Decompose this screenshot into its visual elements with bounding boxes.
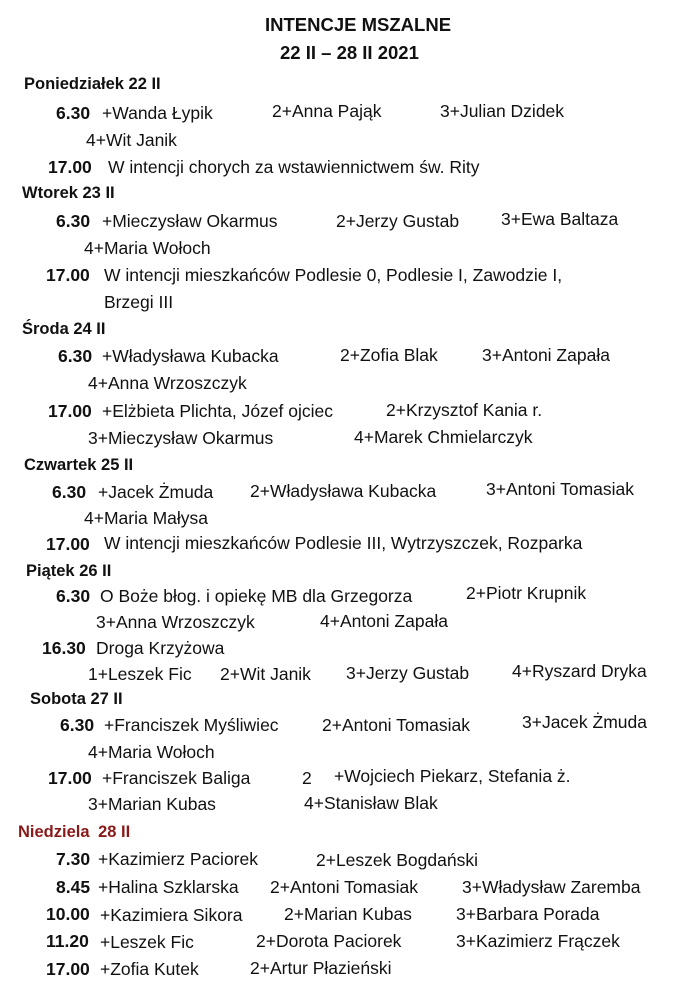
mass-time: 7.30 — [56, 849, 91, 869]
day-heading-tuesday: Wtorek 23 II — [22, 184, 115, 202]
mass-time: 6.30 — [60, 715, 95, 735]
mass-time: 11.20 — [46, 931, 89, 951]
intention: +Wanda Łypik — [102, 103, 213, 123]
intention: Droga Krzyżowa — [96, 638, 225, 658]
intention: W intencji mieszkańców Podlesie III, Wytrzyszczek, Rozparka — [104, 533, 583, 553]
document-title: INTENCJE MSZALNE — [265, 14, 452, 35]
intention: 3+Julian Dzidek — [440, 101, 565, 121]
intention: 2+Dorota Paciorek — [256, 931, 402, 951]
intention: W intencji mieszkańców Podlesie 0, Podlesie I, Zawodzie I, — [104, 265, 563, 285]
mass-time: 6.30 — [56, 103, 91, 123]
intention: 2+Wit Janik — [220, 664, 311, 684]
intention: 4+Wit Janik — [86, 130, 177, 150]
intention: 2+Antoni Tomasiak — [322, 715, 471, 735]
intention: 2+Leszek Bogdański — [316, 850, 478, 870]
intention: +Leszek Fic — [100, 932, 194, 952]
day-heading-monday: Poniedziałek 22 II — [24, 75, 161, 93]
intention: 4+Maria Wołoch — [84, 238, 211, 258]
intention: 2 — [302, 768, 312, 788]
mass-time: 17.00 — [46, 534, 90, 554]
intention: 2+Antoni Tomasiak — [270, 877, 419, 897]
sunday-name: Niedziela — [18, 823, 90, 841]
intention: 3+Kazimierz Frączek — [456, 931, 620, 951]
intention: 4+Maria Małysa — [84, 508, 209, 528]
intention: 4+Maria Wołoch — [88, 742, 215, 762]
intention: +Halina Szklarska — [98, 877, 239, 897]
date-range: 22 II – 28 II 2021 — [280, 42, 419, 63]
intention: 4+Ryszard Dryka — [512, 661, 647, 681]
intention: 3+Ewa Baltaza — [501, 209, 619, 229]
intention: 3+Antoni Tomasiak — [486, 479, 635, 499]
intention: 3+Jerzy Gustab — [346, 663, 470, 683]
intention: +Elżbieta Plichta, Józef ojciec — [102, 401, 334, 421]
intention: +Franciszek Baliga — [102, 768, 251, 788]
intention: 3+Władysław Zaremba — [462, 877, 641, 897]
intention: +Kazimiera Sikora — [100, 905, 243, 925]
day-heading-friday: Piątek 26 II — [26, 562, 112, 580]
intention: 2+Artur Płazieński — [250, 958, 392, 978]
intention: +Franciszek Myśliwiec — [104, 715, 279, 735]
intention: 3+Anna Wrzoszczyk — [96, 612, 255, 632]
intention: 3+Antoni Zapała — [482, 345, 610, 365]
intention: +Zofia Kutek — [100, 959, 199, 979]
intention: 2+Anna Pająk — [272, 101, 382, 121]
intention: 4+Marek Chmielarczyk — [354, 427, 533, 447]
day-heading-thursday: Czwartek 25 II — [24, 456, 134, 474]
intention: 4+Anna Wrzoszczyk — [88, 373, 247, 393]
intention: O Boże błog. i opiekę MB dla Grzegorza — [100, 586, 413, 606]
intention: Brzegi III — [104, 292, 174, 312]
day-heading-sunday — [18, 821, 130, 843]
intention: 2+Jerzy Gustab — [336, 211, 460, 231]
intention: W intencji chorych za wstawiennictwem św. Rity — [108, 157, 480, 177]
day-heading-saturday: Sobota 27 II — [30, 690, 123, 708]
mass-time: 6.30 — [56, 586, 91, 606]
mass-time: 8.45 — [56, 877, 91, 897]
intention: 3+Marian Kubas — [88, 794, 216, 814]
mass-time: 6.30 — [52, 482, 87, 502]
intention: +Mieczysław Okarmus — [102, 211, 278, 231]
intention: 3+Jacek Żmuda — [522, 712, 647, 732]
intention: 2+Marian Kubas — [284, 904, 412, 924]
mass-time: 6.30 — [58, 346, 93, 366]
intention: +Kazimierz Paciorek — [98, 849, 258, 869]
intention: 4+Antoni Zapała — [320, 611, 448, 631]
intention: +Wojciech Piekarz, Stefania ż. — [334, 766, 571, 786]
intention: +Jacek Żmuda — [98, 482, 214, 502]
intention: +Władysława Kubacka — [102, 346, 279, 366]
intention: 2+Krzysztof Kania r. — [386, 400, 543, 420]
mass-time: 17.00 — [48, 157, 92, 177]
intention: 1+Leszek Fic — [88, 664, 192, 684]
mass-time: 6.30 — [56, 211, 91, 231]
intention: 2+Zofia Blak — [340, 345, 438, 365]
sunday-date: 28 II — [98, 823, 131, 841]
mass-time: 17.00 — [48, 768, 92, 788]
intention: 3+Mieczysław Okarmus — [88, 428, 274, 448]
mass-time: 10.00 — [46, 904, 90, 924]
intention: 2+Piotr Krupnik — [466, 583, 587, 603]
intention: 2+Władysława Kubacka — [250, 481, 437, 501]
intention: 4+Stanisław Blak — [304, 793, 438, 813]
intention: 3+Barbara Porada — [456, 904, 600, 924]
mass-time: 17.00 — [48, 401, 92, 421]
day-heading-wednesday: Środa 24 II — [22, 320, 106, 338]
mass-time: 17.00 — [46, 265, 90, 285]
mass-time: 16.30 — [42, 638, 86, 658]
mass-time: 17.00 — [46, 959, 90, 979]
